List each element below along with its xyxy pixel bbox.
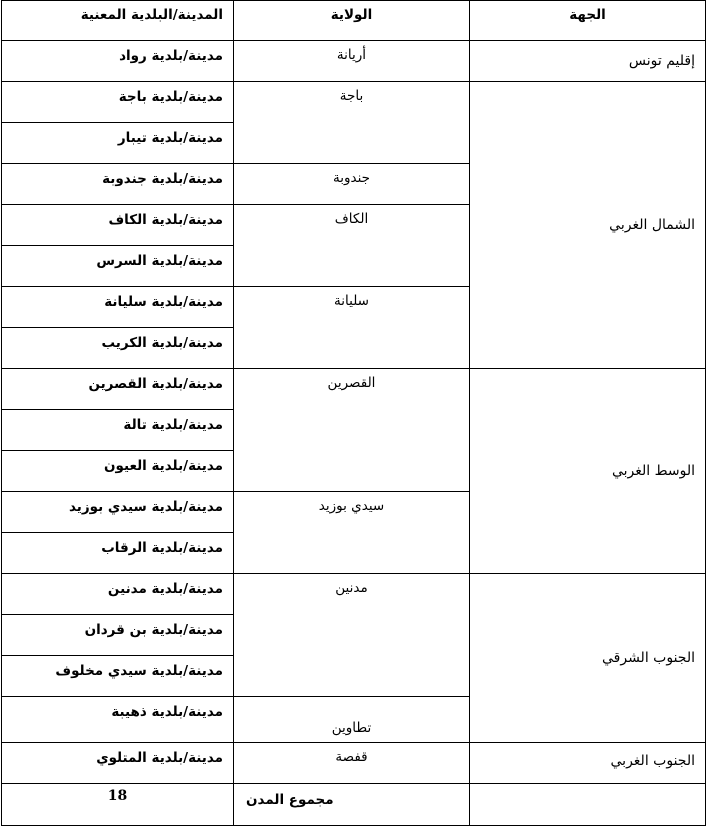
region-cell: الجنوب الشرقي: [470, 574, 706, 743]
table-row: [2, 743, 706, 784]
city-cell: مدينة/بلدية بن قردان: [2, 615, 234, 656]
wilaya-cell: القصرين: [234, 369, 470, 492]
table-row: [2, 574, 706, 615]
region-cell: الشمال الغربي: [470, 82, 706, 369]
wilaya-cell: جندوبة: [234, 164, 470, 205]
table-row: [2, 82, 706, 123]
header-city: المدينة/البلدية المعنية: [2, 1, 234, 41]
city-cell: مدينة/بلدية المتلوي: [2, 743, 234, 784]
city-cell: مدينة/بلدية العيون: [2, 451, 234, 492]
region-cell: الوسط الغربي: [470, 369, 706, 574]
table-row: [2, 41, 706, 82]
region-cell: الجنوب الغربي: [470, 743, 706, 784]
region-cell: إقليم تونس: [470, 41, 706, 82]
city-cell: مدينة/بلدية سيدي مخلوف: [2, 656, 234, 697]
total-value: 18: [2, 784, 234, 826]
cities-table: [1, 0, 706, 826]
city-cell: مدينة/بلدية السرس: [2, 246, 234, 287]
city-cell: مدينة/بلدية سليانة: [2, 287, 234, 328]
wilaya-cell: مدنين: [234, 574, 470, 697]
wilaya-cell: سليانة: [234, 287, 470, 369]
city-cell: مدينة/بلدية الكاف: [2, 205, 234, 246]
city-cell: مدينة/بلدية سيدي بوزيد: [2, 492, 234, 533]
wilaya-cell: قفصة: [234, 743, 470, 784]
city-cell: مدينة/بلدية مدنين: [2, 574, 234, 615]
total-label: مجموع المدن: [234, 784, 470, 826]
city-cell: مدينة/بلدية رواد: [2, 41, 234, 82]
city-cell: مدينة/بلدية القصرين: [2, 369, 234, 410]
city-cell: مدينة/بلدية ذهيبة: [2, 697, 234, 743]
wilaya-cell: تطاوين: [234, 697, 470, 743]
city-cell: مدينة/بلدية تيبار: [2, 123, 234, 164]
header-wilaya: الولاية: [234, 1, 470, 41]
city-cell: مدينة/بلدية الرقاب: [2, 533, 234, 574]
header-row: [2, 1, 706, 41]
city-cell: مدينة/بلدية جندوبة: [2, 164, 234, 205]
wilaya-cell: أريانة: [234, 41, 470, 82]
city-cell: مدينة/بلدية تالة: [2, 410, 234, 451]
total-empty-cell: [470, 784, 706, 826]
city-cell: مدينة/بلدية الكريب: [2, 328, 234, 369]
wilaya-cell: الكاف: [234, 205, 470, 287]
table-row: [2, 369, 706, 410]
wilaya-cell: سيدي بوزيد: [234, 492, 470, 574]
city-cell: مدينة/بلدية باجة: [2, 82, 234, 123]
header-region: الجهة: [470, 1, 706, 41]
total-row: [2, 784, 706, 826]
wilaya-cell: باجة: [234, 82, 470, 164]
